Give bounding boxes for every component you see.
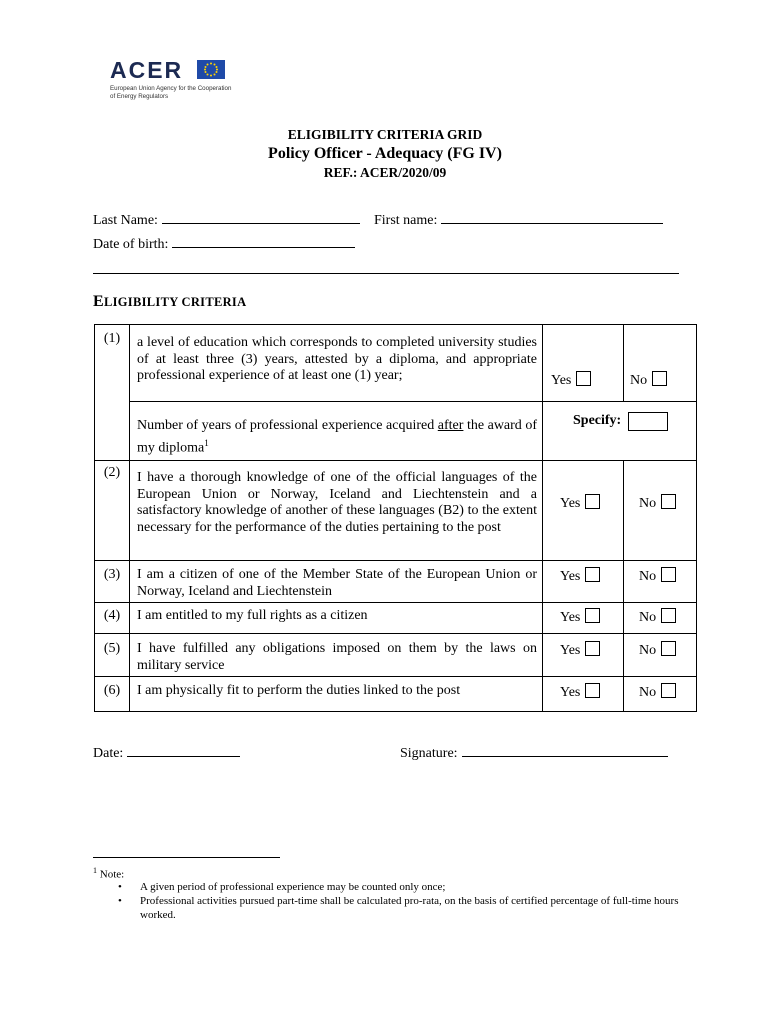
row-divider [95,676,696,677]
criteria-table [94,324,697,712]
signature-field [400,743,668,762]
section-divider [93,273,679,274]
yes-checkbox[interactable] [576,371,591,386]
yes-option[interactable]: Yes [560,683,600,701]
date-blank[interactable] [127,743,240,757]
bullet-icon: • [118,881,122,893]
row-divider [95,602,696,603]
first-name-label: First name: [374,213,438,228]
yes-option[interactable]: Yes [560,494,600,512]
list-item: • A given period of professional experience may be counted only once; [118,881,446,893]
section-heading: ELIGIBILITY CRITERIA [93,293,247,310]
criterion-text: I have a thorough knowledge of one of the official languages of the European Union or Norway, Iceland and Liechtenstein and a satisfactory knowledge of another of these languages (B2) to the extent necessary for the performance of the duties pertaining to the post [137,470,537,535]
last-name-field [93,210,360,229]
criterion-text: I am physically fit to perform the duties linked to the post [137,683,461,698]
no-checkbox[interactable] [661,567,676,582]
position-title: Policy Officer - Adequacy (FG IV) [268,145,502,162]
footnote-list [118,880,688,922]
date-label: Date: [93,746,124,761]
yes-option[interactable]: Yes [560,641,600,659]
reference-number: REF.: ACER/2020/09 [323,165,447,180]
column-divider [623,325,624,401]
date-of-birth-field [93,234,355,253]
logo-tagline: European Union Agency for the Cooperation of Energy Regulators [110,85,232,100]
criterion-text: a level of education which corresponds to completed university studies of at least three (3) years, attested by a diploma, and appropriate professional experience of at least one (1) year; [137,335,537,383]
row-divider [129,401,696,402]
criterion-number: (4) [103,608,121,623]
eu-flag-icon [197,60,225,79]
no-checkbox[interactable] [661,608,676,623]
list-item: • Professional activities pursued part-time shall be calculated pro-rata, on the basis of certified percentage of full-time hours worked. [118,895,679,921]
column-divider [623,460,624,711]
last-name-blank[interactable] [162,210,360,224]
footnote-note: $^1$ Note: [93,866,125,881]
specify-input-box[interactable] [628,412,668,431]
first-name-blank[interactable] [441,210,663,224]
criterion-number: (5) [103,641,121,656]
no-checkbox[interactable] [652,371,667,386]
specify-label: Specify: [573,413,622,428]
criterion-text: I am entitled to my full rights as a citizen [137,608,368,623]
no-option[interactable]: No [630,371,667,389]
criterion-text: I have fulfilled any obligations imposed on them by the laws on military service [137,641,537,673]
yes-checkbox[interactable] [585,608,600,623]
criterion-number: (3) [103,567,121,582]
no-option[interactable]: No [639,683,676,701]
date-field [93,743,240,762]
no-checkbox[interactable] [661,494,676,509]
signature-blank[interactable] [462,743,668,757]
yes-checkbox[interactable] [585,567,600,582]
date-of-birth-label: Date of birth: [93,237,169,252]
criterion-number: (6) [103,683,121,698]
no-option[interactable]: No [639,608,676,626]
logo-wordmark: ACER [110,57,184,83]
yes-option[interactable]: Yes [551,371,591,389]
yes-checkbox[interactable] [585,641,600,656]
footnote-rule [93,857,280,858]
criterion-number: (1) [103,331,121,346]
no-option[interactable]: No [639,641,676,659]
no-option[interactable]: No [639,494,676,512]
no-option[interactable]: No [639,567,676,585]
last-name-label: Last Name: [93,213,158,228]
yes-checkbox[interactable] [585,683,600,698]
bullet-icon: • [118,895,122,907]
row-divider [95,633,696,634]
acer-logo [108,58,238,110]
yes-checkbox[interactable] [585,494,600,509]
first-name-field [374,210,663,229]
criterion-number: (2) [103,465,121,480]
no-checkbox[interactable] [661,683,676,698]
document-title: ELIGIBILITY CRITERIA GRID [287,127,483,142]
experience-text: Number of years of professional experience acquired after the award of my diploma$^1$ [137,418,538,456]
signature-label: Signature: [400,746,458,761]
yes-option[interactable]: Yes [560,608,600,626]
column-divider [542,325,543,711]
column-divider [129,325,130,711]
row-divider [95,460,696,461]
date-of-birth-blank[interactable] [172,234,355,248]
no-checkbox[interactable] [661,641,676,656]
criterion-text: I am a citizen of one of the Member State of the European Union or Norway, Iceland and Liechtenstein [137,567,537,599]
yes-option[interactable]: Yes [560,567,600,585]
row-divider [95,560,696,561]
